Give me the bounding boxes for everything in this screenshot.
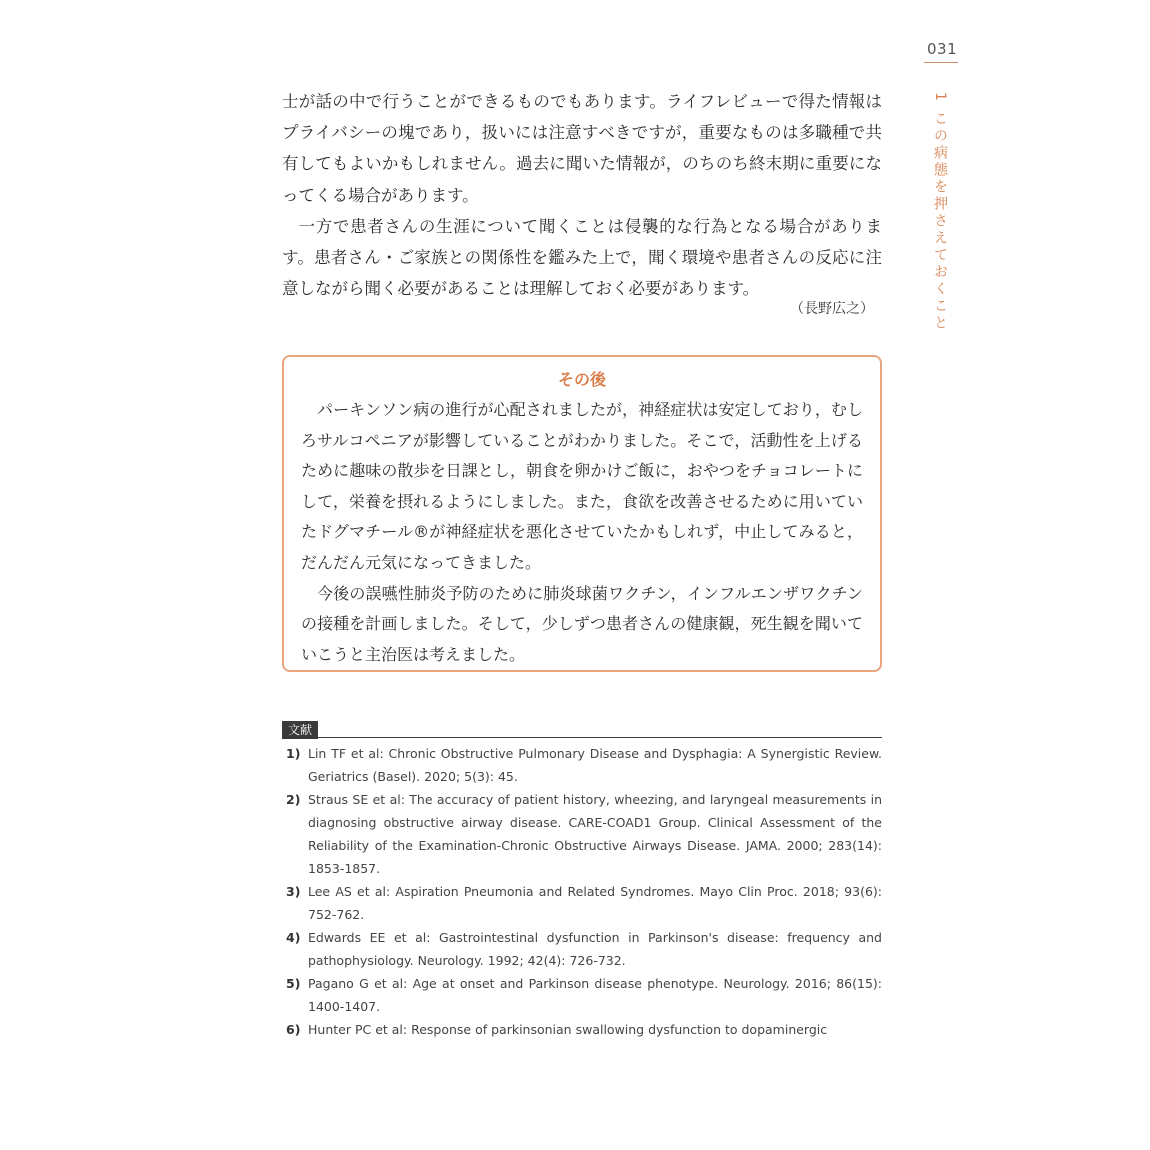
followup-box-body: [301, 395, 863, 670]
reference-text: Lin TF et al: Chronic Obstructive Pulmonary Disease and Dysphagia: A Synergistic Review. Geriatrics (Basel). 2020; 5(3): 45.: [308, 746, 882, 784]
reference-number: 2): [286, 792, 301, 807]
reference-item: [286, 880, 882, 926]
page-number-rule: [924, 62, 958, 63]
reference-item: [286, 742, 882, 788]
main-body-text: [282, 86, 882, 304]
followup-box-title: その後: [557, 370, 606, 389]
references-rule: [282, 737, 882, 738]
references-header: [282, 721, 882, 739]
body-paragraph: 士が話の中で行うことができるものでもあります。ライフレビューで得た情報はプライバシーの塊であり，扱いには注意すべきですが，重要なものは多職種で共有してもよいかもしれません。過去に聞いた情報が，のちのち終末期に重要になってくる場合があります。: [282, 92, 882, 205]
reference-text: Lee AS et al: Aspiration Pneumonia and Related Syndromes. Mayo Clin Proc. 2018; 93(6): 752-762.: [308, 884, 882, 922]
followup-paragraph: 今後の誤嚥性肺炎予防のために肺炎球菌ワクチン，インフルエンザワクチンの接種を計画しました。そして，少しずつ患者さんの健康観，死生観を聞いていこうと主治医は考えました。: [301, 583, 863, 664]
author-credit: （長野広之）: [790, 301, 874, 317]
reference-item: [286, 926, 882, 972]
reference-text: Pagano G et al: Age at onset and Parkinson disease phenotype. Neurology. 2016; 86(15): 1400-1407.: [308, 976, 882, 1014]
reference-item: [286, 1018, 882, 1041]
reference-number: 4): [286, 930, 301, 945]
reference-item: [286, 788, 882, 880]
page-number: 031: [927, 40, 958, 58]
reference-text: Edwards EE et al: Gastrointestinal dysfunction in Parkinson's disease: frequency and pathophysiology. Neurology. 1992; 42(4): 726-732.: [308, 930, 882, 968]
reference-list: [286, 742, 882, 1041]
reference-number: 5): [286, 976, 301, 991]
reference-item: [286, 972, 882, 1018]
chapter-side-tab: 1 この病態を押さえておくこと: [932, 92, 948, 333]
reference-text: Straus SE et al: The accuracy of patient history, wheezing, and laryngeal measurements in diagnosing obstructive airway disease. CARE-COAD1 Group. Clinical Assessment of the Reliability of the Examination-Chronic Obstructive Airways Disease. JAMA. 2000; 283(14): 1853-1857.: [308, 792, 882, 876]
followup-box: [282, 355, 882, 672]
body-paragraph: 一方で患者さんの生涯について聞くことは侵襲的な行為となる場合があります。患者さん・ご家族との関係性を鑑みた上で，聞く環境や患者さんの反応に注意しながら聞く必要があることは理解しておく必要があります。: [282, 216, 882, 299]
reference-number: 6): [286, 1022, 301, 1037]
reference-number: 1): [286, 746, 301, 761]
followup-paragraph: パーキンソン病の進行が心配されましたが，神経症状は安定しており，むしろサルコペニアが影響していることがわかりました。そこで，活動性を上げるために趣味の散歩を日課とし，朝食を卵かけご飯に，おやつをチョコレートにして，栄養を摂れるようにしました。また，食欲を改善させるために用いていたドグマチール®が神経症状を悪化させていたかもしれず，中止してみると，だんだん元気になってきました。: [301, 400, 863, 572]
reference-text: Hunter PC et al: Response of parkinsonian swallowing dysfunction to dopaminergic: [308, 1022, 828, 1037]
references-label: 文献: [282, 721, 318, 739]
reference-number: 3): [286, 884, 301, 899]
